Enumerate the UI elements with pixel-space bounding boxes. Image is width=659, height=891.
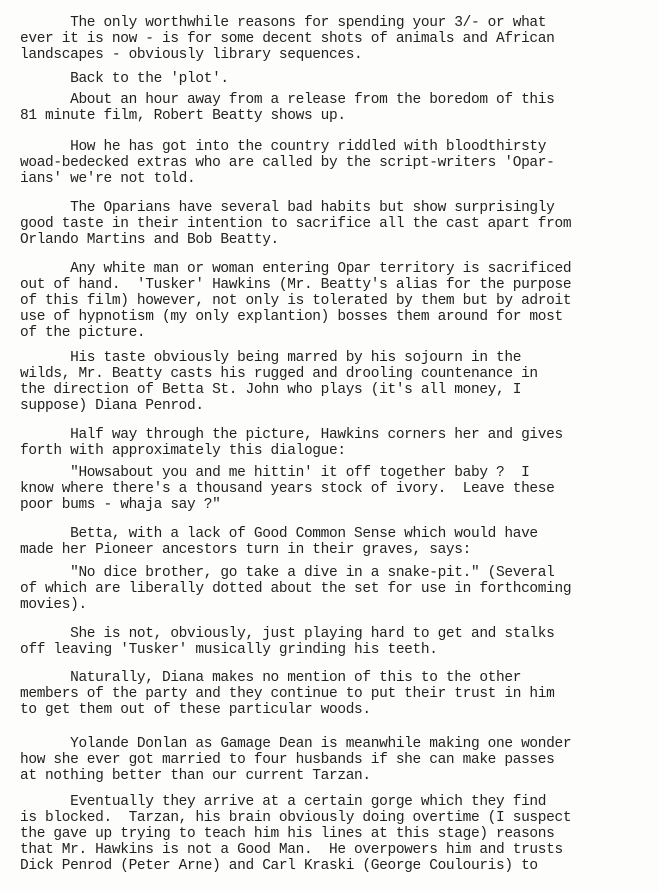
text-line: use of hypnotism (my only explantion) bosses them around for most (20, 309, 563, 325)
text-line: of the picture. (20, 325, 146, 341)
text-line: is blocked. Tarzan, his brain obviously doing overtime (I suspect (20, 810, 572, 826)
text-line: His taste obviously being marred by his sojourn in the (20, 350, 522, 366)
text-line: Half way through the picture, Hawkins corners her and gives (20, 427, 563, 443)
text-line: the direction of Betta St. John who plays (it's all money, I (20, 382, 522, 398)
text-line: wilds, Mr. Beatty casts his rugged and drooling countenance in (20, 366, 538, 382)
text-line: out of hand. 'Tusker' Hawkins (Mr. Beatty's alias for the purpose (20, 277, 572, 293)
text-line: The Oparians have several bad habits but show surprisingly (20, 200, 555, 216)
text-line: made her Pioneer ancestors turn in their graves, says: (20, 542, 471, 558)
text-line: good taste in their intention to sacrifice all the cast apart from (20, 216, 572, 232)
text-line: Any white man or woman entering Opar territory is sacrificed (20, 261, 572, 277)
text-line: poor bums - whaja say ?" (20, 497, 221, 513)
text-line: of this film) however, not only is tolerated by them but by adroit (20, 293, 572, 309)
text-line: suppose) Diana Penrod. (20, 398, 204, 414)
text-line: Back to the 'plot'. (20, 71, 229, 87)
text-line: how she ever got married to four husbands if she can make passes (20, 752, 555, 768)
text-line: Yolande Donlan as Gamage Dean is meanwhile making one wonder (20, 736, 572, 752)
text-line: Orlando Martins and Bob Beatty. (20, 232, 279, 248)
text-line: at nothing better than our current Tarzan. (20, 768, 371, 784)
text-line: the gave up trying to teach him his lines at this stage) reasons (20, 826, 555, 842)
text-line: of which are liberally dotted about the set for use in forthcoming (20, 581, 572, 597)
text-line: know where there's a thousand years stock of ivory. Leave these (20, 481, 555, 497)
text-line: She is not, obviously, just playing hard to get and stalks (20, 626, 555, 642)
text-line: About an hour away from a release from the boredom of this (20, 92, 555, 108)
text-line: forth with approximately this dialogue: (20, 443, 346, 459)
text-line: members of the party and they continue to put their trust in him (20, 686, 555, 702)
text-line: The only worthwhile reasons for spending your 3/- or what (20, 15, 547, 31)
text-line: woad-bedecked extras who are called by the script-writers 'Opar- (20, 155, 555, 171)
text-line: "No dice brother, go take a dive in a snake-pit." (Several (20, 565, 555, 581)
text-line: Betta, with a lack of Good Common Sense which would have (20, 526, 538, 542)
text-line: ever it is now - is for some decent shots of animals and African (20, 31, 555, 47)
text-line: ians' we're not told. (20, 171, 196, 187)
text-line: movies). (20, 597, 87, 613)
text-line: 81 minute film, Robert Beatty shows up. (20, 108, 346, 124)
text-line: Dick Penrod (Peter Arne) and Carl Kraski (George Coulouris) to (20, 858, 538, 874)
text-line: to get them out of these particular woods. (20, 702, 371, 718)
text-line: Naturally, Diana makes no mention of this to the other (20, 670, 522, 686)
text-line: off leaving 'Tusker' musically grinding his teeth. (20, 642, 438, 658)
text-line: "Howsabout you and me hittin' it off together baby ? I (20, 465, 530, 481)
text-line: that Mr. Hawkins is not a Good Man. He overpowers him and trusts (20, 842, 563, 858)
text-line: Eventually they arrive at a certain gorge which they find (20, 794, 547, 810)
text-line: landscapes - obviously library sequences. (20, 47, 363, 63)
text-line: How he has got into the country riddled with bloodthirsty (20, 139, 547, 155)
